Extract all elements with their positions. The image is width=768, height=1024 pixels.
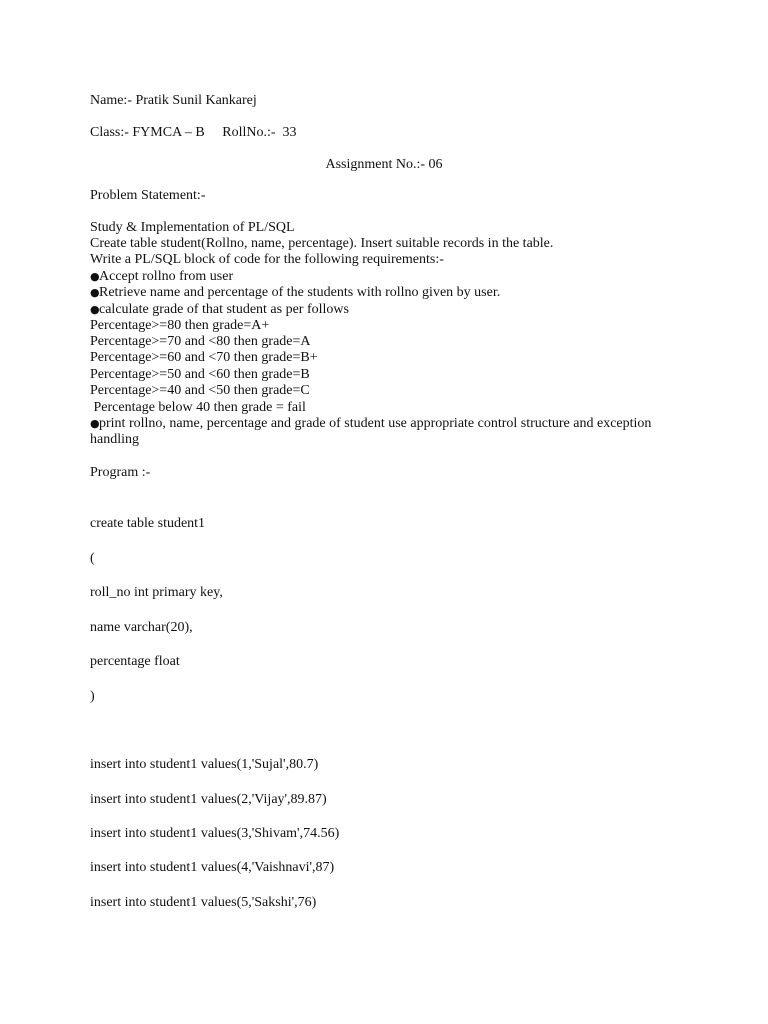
bullet-icon: ●: [90, 270, 100, 283]
code-line: (: [90, 551, 95, 566]
assignment-number: Assignment No.:- 06: [325, 157, 443, 172]
code-line: roll_no int primary key,: [90, 585, 223, 600]
code-line: insert into student1 values(4,'Vaishnavi',87): [90, 860, 335, 875]
student-name: Name:- Pratik Sunil Kankarej: [90, 93, 257, 108]
grade-rule: Percentage below 40 then grade = fail: [90, 400, 306, 415]
problem-line-1: Create table student(Rollno, name, percentage). Insert suitable records in the table.: [90, 236, 554, 251]
code-line: insert into student1 values(2,'Vijay',89.87): [90, 792, 327, 807]
bullet-text: calculate grade of that student as per follows: [99, 302, 349, 317]
code-line: name varchar(20),: [90, 620, 193, 635]
bullet-text: print rollno, name, percentage and grade of student use appropriate control structure and exception handling: [90, 416, 652, 447]
bullet-icon: ●: [90, 286, 100, 299]
problem-line-2: Write a PL/SQL block of code for the following requirements:-: [90, 252, 444, 267]
class-roll-line: Class:- FYMCA – B RollNo.:- 33: [90, 125, 297, 140]
problem-title: Study & Implementation of PL/SQL: [90, 220, 295, 235]
bullet-item: [90, 416, 660, 448]
bullet-icon: ●: [90, 303, 100, 316]
code-line: insert into student1 values(1,'Sujal',80.7): [90, 757, 319, 772]
grade-rule: Percentage>=70 and <80 then grade=A: [90, 334, 311, 349]
bullet-text: Accept rollno from user: [99, 269, 234, 284]
bullet-item: [90, 302, 349, 318]
bullet-text: Retrieve name and percentage of the students with rollno given by user.: [99, 285, 501, 300]
code-line: insert into student1 values(3,'Shivam',74.56): [90, 826, 340, 841]
bullet-item: [90, 269, 233, 285]
code-line: create table student1: [90, 516, 206, 531]
grade-rule: Percentage>=50 and <60 then grade=B: [90, 367, 310, 382]
code-line: insert into student1 values(5,'Sakshi',76): [90, 895, 317, 910]
grade-rule: Percentage>=80 then grade=A+: [90, 318, 270, 333]
code-line: ): [90, 689, 95, 704]
bullet-item: [90, 285, 500, 301]
bullet-icon: ●: [90, 417, 100, 430]
program-heading: Program :-: [90, 465, 151, 480]
code-line: percentage float: [90, 654, 180, 669]
grade-rule: Percentage>=60 and <70 then grade=B+: [90, 350, 318, 365]
grade-rule: Percentage>=40 and <50 then grade=C: [90, 383, 310, 398]
problem-statement-heading: Problem Statement:-: [90, 188, 206, 203]
